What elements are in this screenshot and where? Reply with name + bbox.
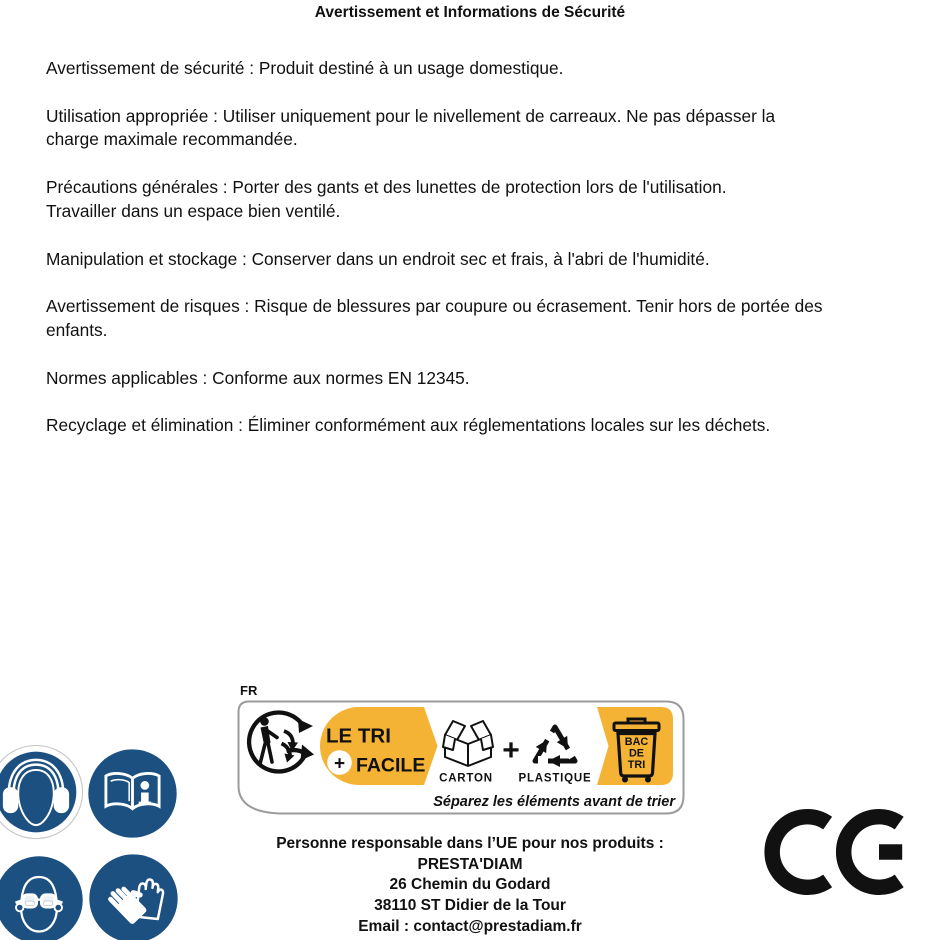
paragraph-risk-warning: Avertissement de risques : Risque de blessures par coupure ou écrasement. Tenir hors de portée des enfants.: [46, 296, 823, 340]
paragraph-recycling-disposal: Recyclage et élimination : Éliminer conformément aux réglementations locales sur les déchets.: [46, 415, 771, 436]
material-label-plastique: PLASTIQUE: [518, 772, 592, 785]
page-title: Avertissement et Informations de Sécurité: [314, 4, 626, 21]
bin-text-line3: TRI: [627, 759, 646, 771]
ce-marking-icon: [763, 802, 908, 902]
headline-line2: FACILE: [356, 754, 426, 777]
sort-note: Séparez les éléments avant de trier: [433, 794, 675, 810]
paragraph-general-precautions: Précautions générales : Porter des gants et des lunettes de protection lors de l'utilisation. Travailler dans un espace bien ventilé.: [46, 177, 727, 221]
bin-text-line2: DE: [629, 747, 644, 760]
material-label-carton: CARTON: [439, 772, 493, 785]
paragraph-handling-storage: Manipulation et stockage : Conserver dans un endroit sec et frais, à l'abri de l'humidité.: [46, 248, 710, 269]
safety-text-block: [46, 57, 940, 462]
paragraph-applicable-standards: Normes applicables : Conforme aux normes EN 12345.: [46, 367, 470, 388]
bin-text-line1: BAC: [624, 736, 649, 748]
ear-protection-icon: [0, 744, 84, 840]
info-tri-graphic: [237, 700, 685, 815]
country-code-label: FR: [240, 683, 258, 698]
responsible-person-block: Personne responsable dans l’UE pour nos produits : PRESTA'DIAM 26 Chemin du Godard 38110 ST Didier de la Tour Email : contact@prestadiam.fr: [276, 835, 664, 935]
plus-badge-sign: +: [333, 753, 346, 775]
paragraph-appropriate-use: Utilisation appropriée : Utiliser uniquement pour le nivellement de carreaux. Ne pas dépasser la charge maximale recommandée.: [46, 105, 776, 150]
info-tri-label: [237, 684, 689, 815]
headline-line1: LE TRI: [326, 724, 391, 748]
read-manual-icon: [85, 746, 180, 841]
paragraph-safety-warning: Avertissement de sécurité : Produit destiné à un usage domestique.: [46, 58, 564, 78]
materials-plus-sign: +: [502, 734, 520, 767]
